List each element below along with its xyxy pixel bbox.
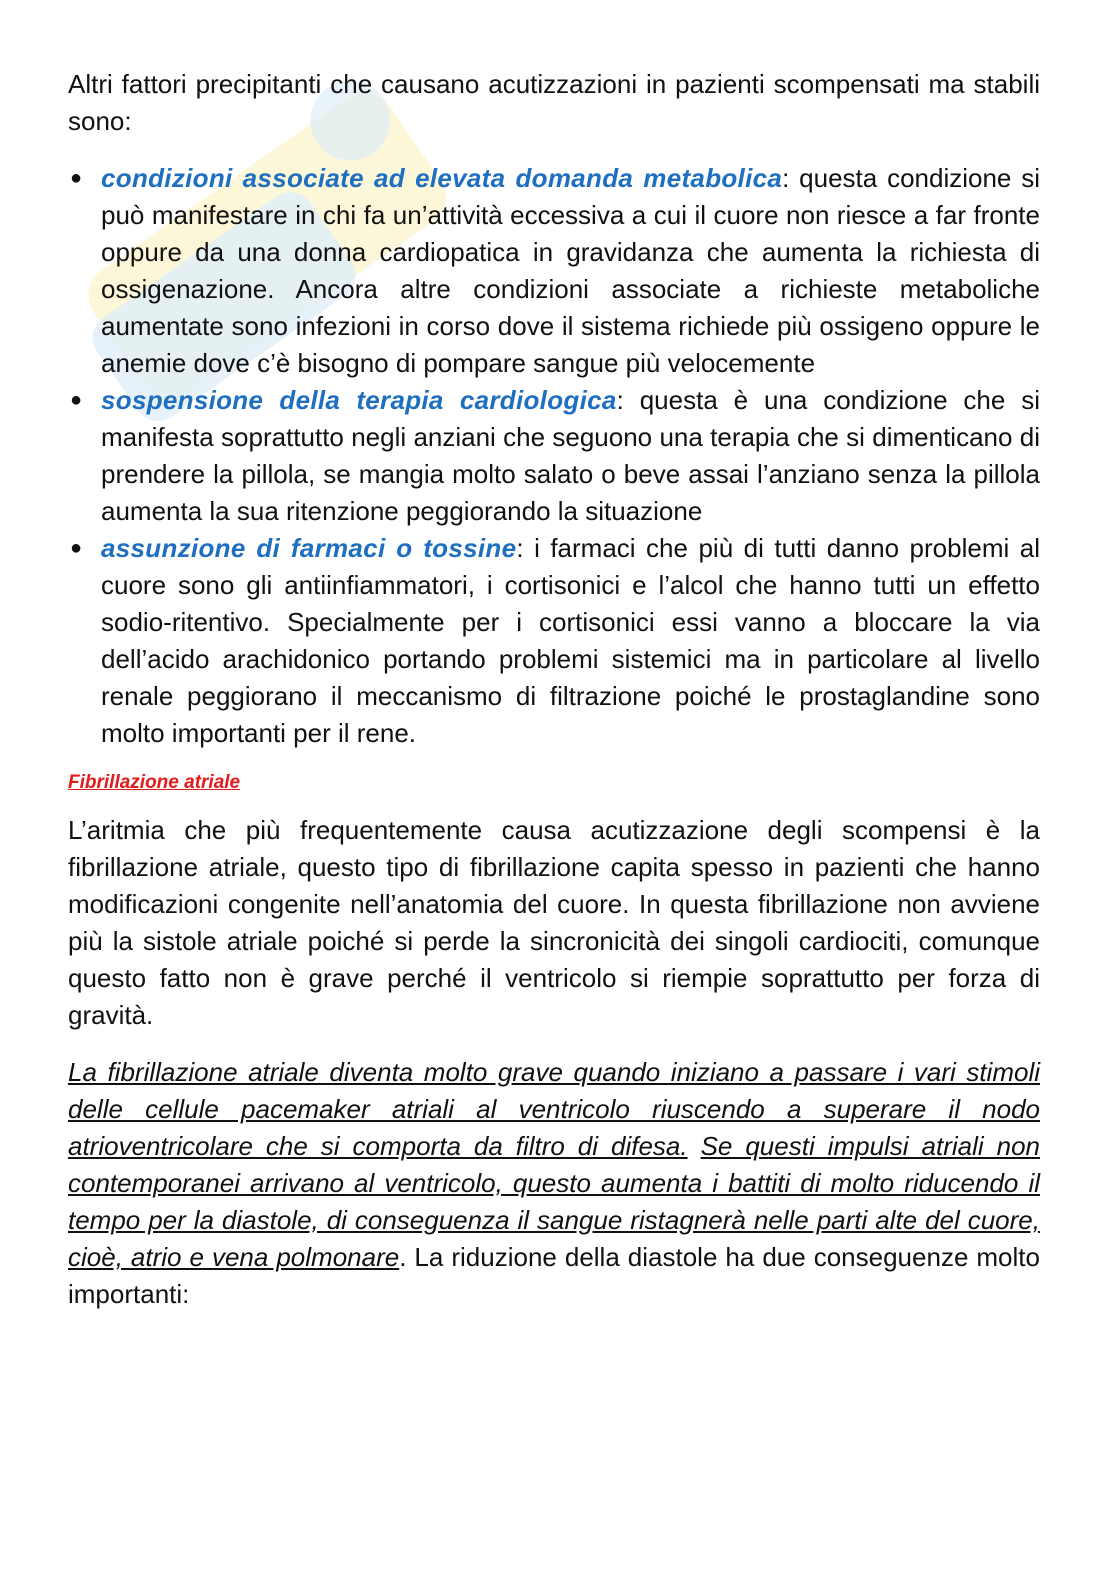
section-heading: Fibrillazione atriale xyxy=(68,772,241,793)
list-item-text: : i farmaci che più di tutti danno problemi al cuore sono gli antiinfiammatori, i cortisonici e l’alcol che hanno tutti un effetto sodio-ritentivo. Specialmente per i cortisonici essi vanno a bloccare la via dell’acido arachidonico portando problemi sistemici ma in particolare al livello renale peggiorano il meccanismo di filtrazione poiché le prostaglandine sono molto importanti per il rene. xyxy=(101,533,1040,748)
paragraph-tail: . La riduzione della diastole ha due conseguenze molto importanti: xyxy=(68,1242,1040,1309)
list-item xyxy=(68,382,1040,530)
bullet-icon: ● xyxy=(70,167,83,189)
precipitating-factors-list xyxy=(68,160,1040,752)
list-item-text: : questa condizione si può manifestare in chi fa un’attività eccessiva a cui il cuore non riesce a far fronte oppure da una donna cardiopatica in gravidanza che aumenta la richiesta di ossigenazione. Ancora altre condizioni associate a richieste metaboliche aumentate sono infezioni in corso dove il sistema richiede più ossigeno oppure le anemie dove c’è bisogno di pompare sangue più velocemente xyxy=(101,163,1040,378)
bullet-icon: ● xyxy=(70,389,83,411)
list-item-text: : questa è una condizione che si manifesta soprattutto negli anziani che seguono una terapia che si dimenticano di prendere la pillola, se mangia molto salato o beve assai l’anziano senza la pillola aumenta la sua ritenzione peggiorando la situazione xyxy=(101,385,1040,526)
list-item-term: assunzione di farmaci o tossine xyxy=(101,533,517,563)
list-item-term: condizioni associate ad elevata domanda metabolica xyxy=(101,163,783,193)
underlined-sentence: La fibrillazione atriale diventa molto grave quando iniziano a passare i vari stimoli delle cellule pacemaker atriali al ventricolo riuscendo a superare il nodo atrioventricolare che si comporta da filtro di difesa. xyxy=(68,1057,1040,1161)
intro-paragraph: Altri fattori precipitanti che causano acutizzazioni in pazienti scompensati ma stabili sono: xyxy=(68,69,1040,136)
list-item-term: sospensione della terapia cardiologica xyxy=(101,385,617,415)
list-item xyxy=(68,160,1040,382)
list-item xyxy=(68,530,1040,752)
body-paragraph: L’aritmia che più frequentemente causa acutizzazione degli scompensi è la fibrillazione atriale, questo tipo di fibrillazione capita spesso in pazienti che hanno modificazioni congenite nell’anatomia del cuore. In questa fibrillazione non avviene più la sistole atriale poiché si perde la sincronicità dei singoli cardiociti, comunque questo fatto non è grave perché il ventricolo si riempie soprattutto per forza di gravità. xyxy=(68,815,1040,1030)
underlined-sentence: Se questi impulsi atriali non contemporanei arrivano al ventricolo, questo aumenta i battiti di molto riducendo il tempo per la diastole, di conseguenza il sangue ristagnerà nelle parti alte del cuore, cioè, atrio e vena polmonare xyxy=(68,1131,1040,1272)
body-paragraph-underlined xyxy=(68,1054,1040,1313)
bullet-icon: ● xyxy=(70,537,83,559)
document-page xyxy=(68,66,1040,1313)
